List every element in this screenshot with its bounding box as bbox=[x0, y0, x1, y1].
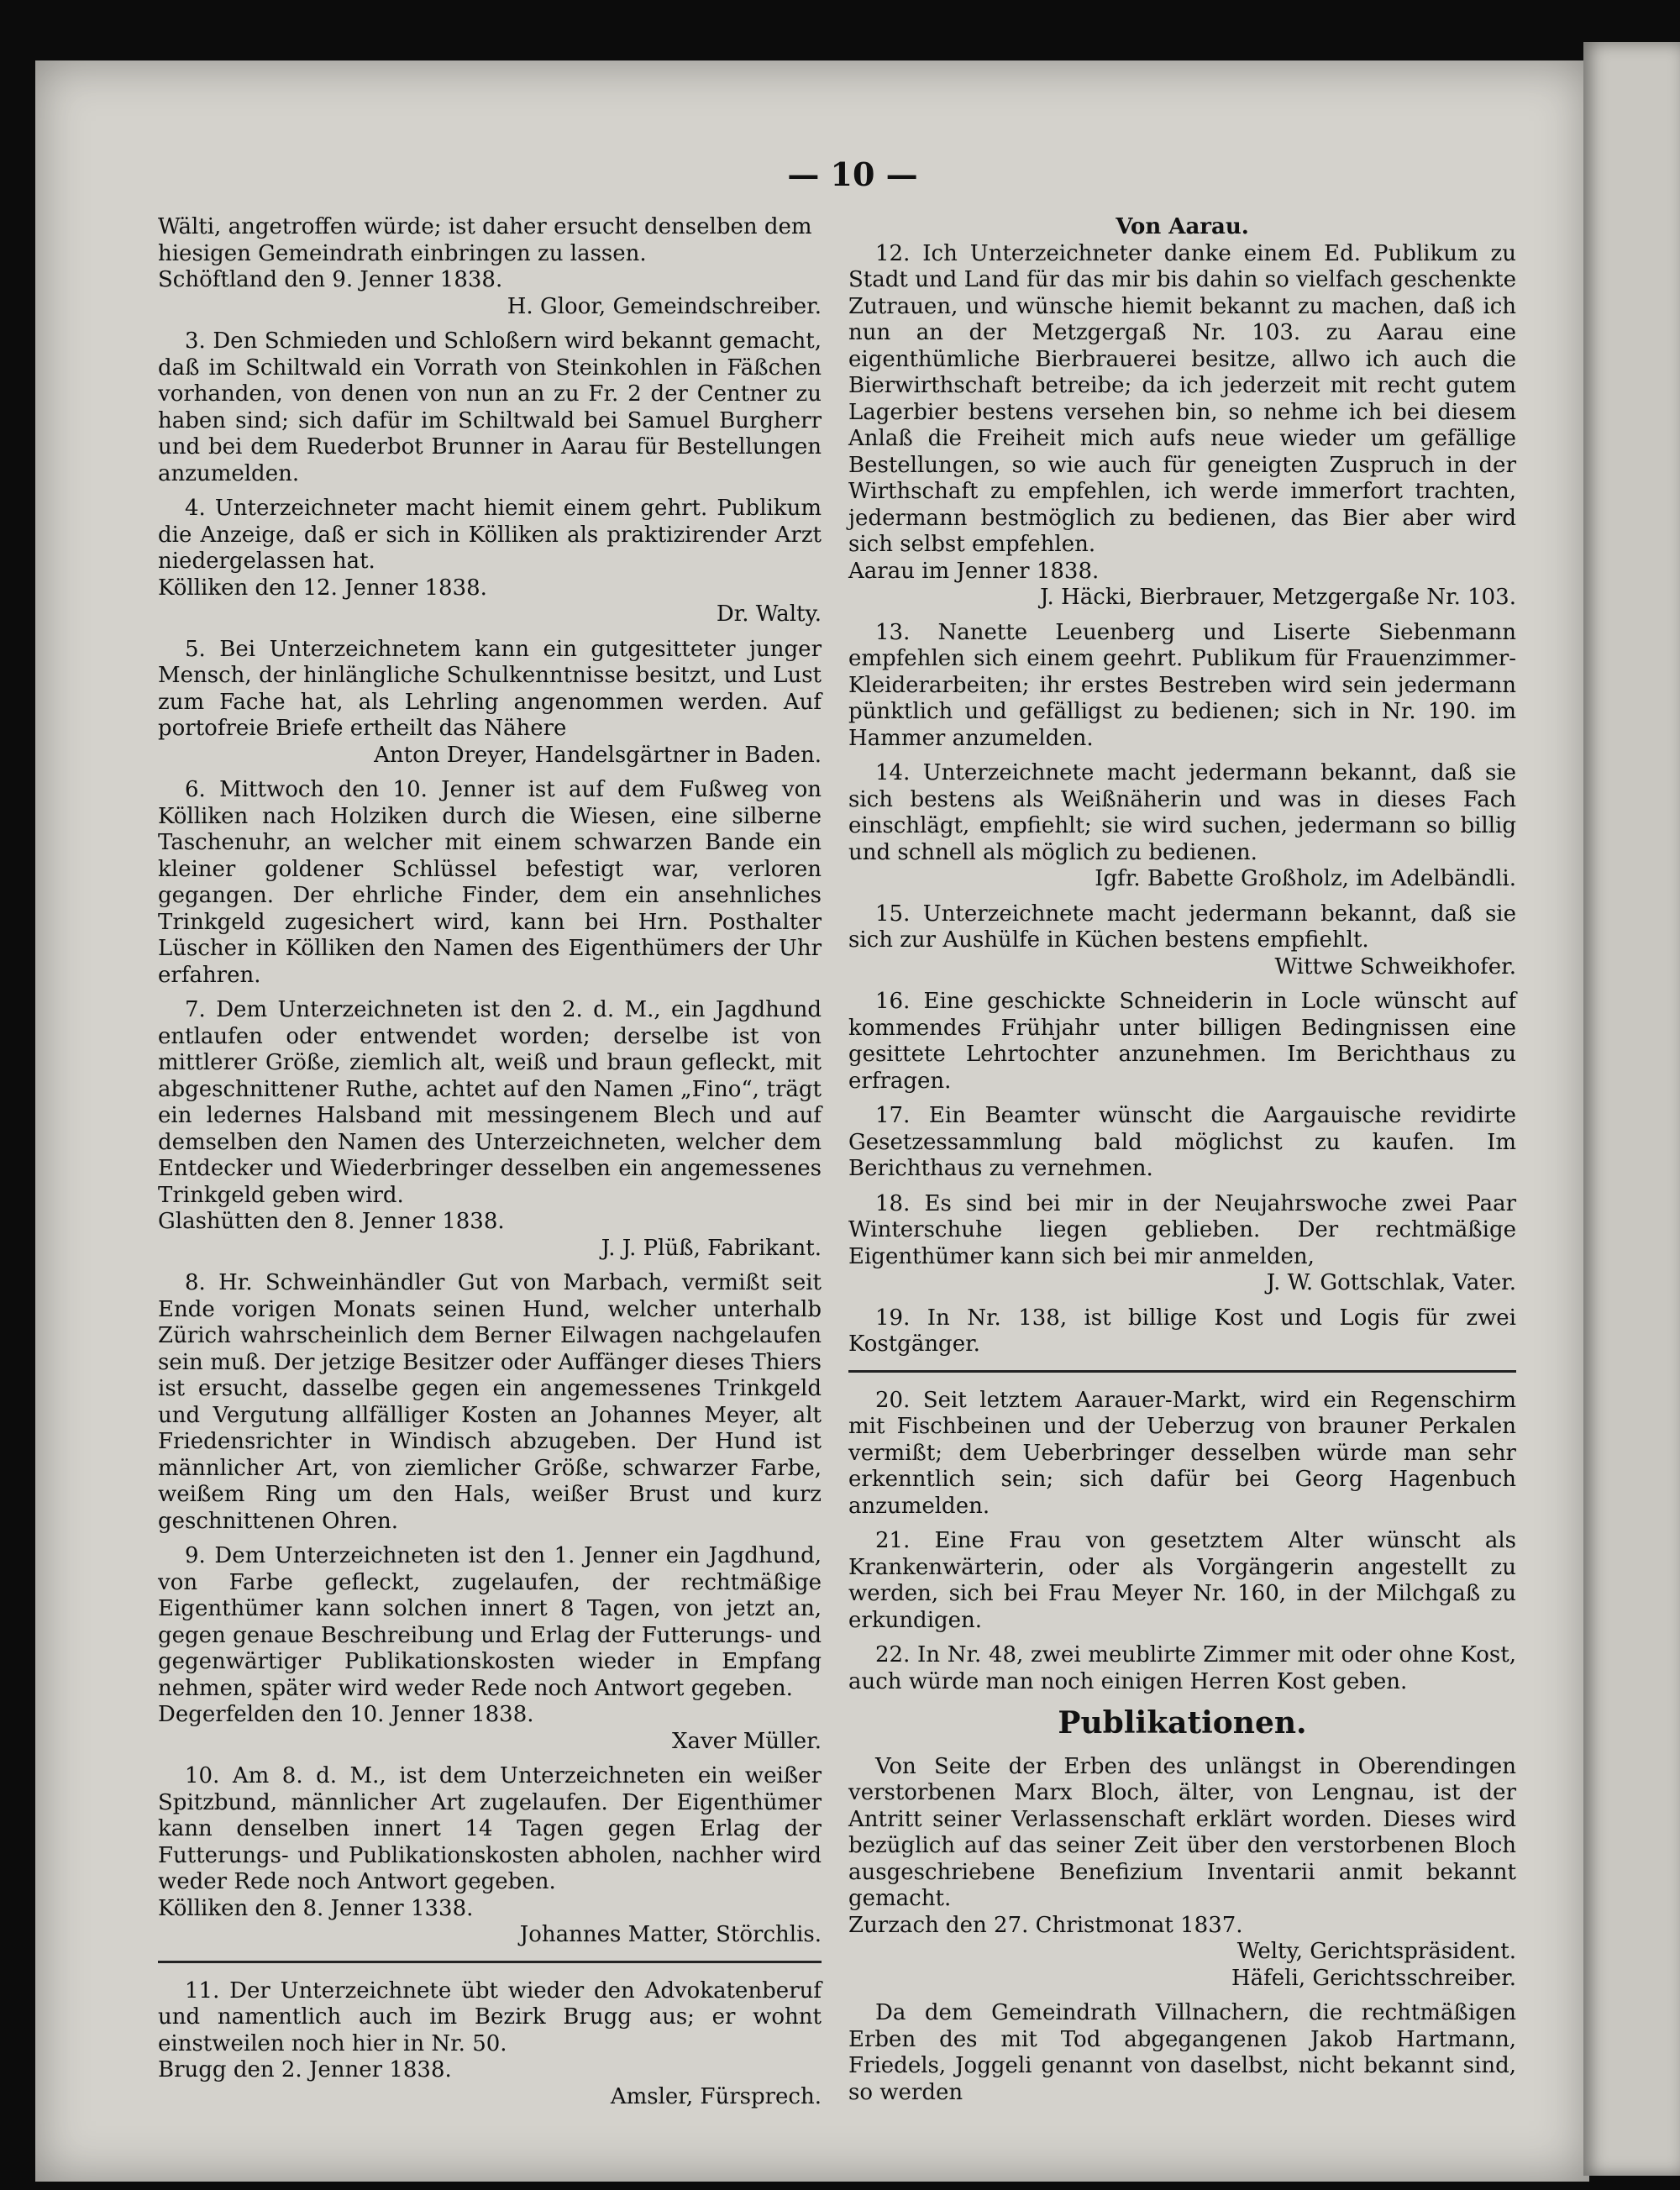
text-line: Wälti, angetroffen würde; ist daher ersucht denselben dem bbox=[158, 214, 812, 239]
signature: J. J. Plüß, Fabrikant. bbox=[601, 1235, 822, 1261]
signature: Igfr. Babette Großholz, im Adelbändli. bbox=[1095, 866, 1516, 891]
notice-20 bbox=[848, 1388, 1516, 1520]
notice-text: 10. Am 8. d. M., ist dem Unterzeichneten ein weißer Spitzbund, männlicher Art zugelaufen. Der Eigenthümer kann denselben innert 14 Tagen gegen Erlag der Futterungs- und Publikationskosten abholen, nachher wird weder Rede noch Antwort gegeben. bbox=[158, 1763, 822, 1894]
notice-8 bbox=[158, 1270, 822, 1535]
notice-text: 13. Nanette Leuenberg und Liserte Siebenmann empfehlen sich einem geehrt. Publikum für Frauenzimmer-Kleiderarbeiten; ihr erstes Bestreben wird sein jedermann pünktlich und gefälligst zu bedienen; sich in Nr. 190. im Hammer anzumelden. bbox=[848, 619, 1516, 751]
notice-text: 22. In Nr. 48, zwei meublirte Zimmer mit oder ohne Kost, auch würde man noch einigen Herren Kost geben. bbox=[848, 1642, 1516, 1694]
notice-text: 12. Ich Unterzeichneter danke einem Ed. Publikum zu Stadt und Land für das mir bis dahin so vielfach geschenkte Zutrauen, und wünsche hiemit bekannt zu machen, daß ich nun an der Metzgergaß Nr. 103. zu Aarau eine eigenthümliche Bierbrauerei besitze, allwo ich auch die Bierwirthschaft betreibe; da ich jederzeit mit recht gutem Lagerbier bestens versehen bin, so nehme ich bei diesem Anlaß die Freiheit mich aufs neue wieder um gefällige Bestellungen, so wie auch für geneigten Zuspruch in der Wirthschaft zu empfehlen, ich werde immerfort trachten, jedermann bestmöglich zu bedienen, das Bier aber wird sich selbst empfehlen. bbox=[848, 240, 1516, 557]
place-date: Glashütten den 8. Jenner 1838. bbox=[158, 1209, 505, 1234]
notice-17 bbox=[848, 1103, 1516, 1183]
notice-text: 14. Unterzeichnete macht jedermann bekannt, daß sie sich bestens als Weißnäherin und was in dieses Fach einschlägt, empfiehlt; sie wird suchen, jedermann so billig und schnell als möglich zu bedienen. bbox=[848, 760, 1516, 865]
notice-15 bbox=[848, 901, 1516, 981]
signature: Wittwe Schweikhofer. bbox=[1274, 953, 1516, 979]
place-date: Aarau im Jenner 1838. bbox=[848, 558, 1100, 584]
section-heading: Von Aarau. bbox=[1116, 214, 1249, 239]
left-column bbox=[158, 214, 822, 2119]
place-date: Zurzach den 27. Christmonat 1837. bbox=[848, 1912, 1243, 1938]
notice-3 bbox=[158, 328, 822, 487]
notice-text: 18. Es sind bei mir in der Neujahrswoche zwei Paar Winterschuhe liegen geblieben. Der rechtmäßige Eigenthümer kann sich bei mir anmelden, bbox=[848, 1190, 1516, 1269]
notice-text: 7. Dem Unterzeichneten ist den 2. d. M., ein Jagdhund entlaufen oder entwendet worden; derselbe ist von mittlerer Größe, ziemlich alt, weiß und braun gefleckt, mit abgeschnittener Ruthe, achtet auf den Namen „Fino“, trägt ein ledernes Halsband mit messingenem Blech und auf demselben den Namen des Unterzeichneten, welcher dem Entdecker und Wiederbringer desselben ein angemessenes Trinkgeld geben wird. bbox=[158, 997, 822, 1208]
text-line: hiesigen Gemeindrath einbringen zu lassen. bbox=[158, 240, 647, 266]
notice-continued bbox=[158, 214, 822, 320]
notice-6 bbox=[158, 777, 822, 989]
next-page-edge bbox=[1583, 42, 1680, 2176]
notice-text: 9. Dem Unterzeichneten ist den 1. Jenner ein Jagdhund, von Farbe gefleckt, zugelaufen, der rechtmäßige Eigenthümer kann solchen innert 8 Tagen, von jetzt an, gegen genaue Beschreibung und Erlag der Futterungs- und gegenwärtiger Publikationskosten wieder in Empfang nehmen, später wird weder Rede noch Antwort gegeben. bbox=[158, 1543, 822, 1701]
notice-text: 11. Der Unterzeichnete übt wieder den Advokatenberuf und namentlich auch im Bezirk Brugg aus; er wohnt einstweilen noch hier in Nr. 50. bbox=[158, 1977, 822, 2056]
notice-22 bbox=[848, 1642, 1516, 1695]
publication-1 bbox=[848, 1754, 1516, 1993]
notice-21 bbox=[848, 1528, 1516, 1634]
notice-5 bbox=[158, 637, 822, 769]
notice-18 bbox=[848, 1191, 1516, 1297]
notice-text: 6. Mittwoch den 10. Jenner ist auf dem Fußweg von Kölliken nach Holziken durch die Wiesen, eine silberne Taschenuhr, an welcher mit einem schwarzen Bande ein kleiner goldener Schlüssel befestigt war, verloren gegangen. Der ehrliche Finder, dem ein ansehnliches Trinkgeld zugesichert wird, kann bei Hrn. Posthalter Lüscher in Kölliken den Namen des Eigenthümers der Uhr erfahren. bbox=[158, 777, 822, 988]
divider-rule bbox=[848, 1370, 1516, 1373]
notice-text: Da dem Gemeindrath Villnachern, die rechtmäßigen Erben des mit Tod abgegangenen Jakob Hartmann, Friedels, Joggeli genannt von daselbst, nicht bekannt sind, so werden bbox=[848, 2000, 1516, 2105]
signature: Xaver Müller. bbox=[671, 1728, 822, 1754]
place-date: Degerfelden den 10. Jenner 1838. bbox=[158, 1702, 534, 1727]
signature: Amsler, Fürsprech. bbox=[610, 2083, 822, 2109]
place-date: Brugg den 2. Jenner 1838. bbox=[158, 2057, 452, 2082]
signature: H. Gloor, Gemeindschreiber. bbox=[507, 293, 822, 319]
notice-11 bbox=[158, 1978, 822, 2111]
notice-text: 20. Seit letztem Aarauer-Markt, wird ein Regenschirm mit Fischbeinen und der Ueberzug von brauner Perkalen vermißt; dem Ueberbringer desselben würde man sehr erkenntlich sein; sich dafür bei Georg Hagenbuch anzumelden. bbox=[848, 1387, 1516, 1519]
publication-2 bbox=[848, 2000, 1516, 2106]
notice-text: 15. Unterzeichnete macht jedermann bekannt, daß sie sich zur Aushülfe in Küchen bestens empfiehlt. bbox=[848, 901, 1516, 953]
notice-12 bbox=[848, 241, 1516, 612]
signature: Anton Dreyer, Handelsgärtner in Baden. bbox=[374, 742, 822, 768]
place-date: Schöftland den 9. Jenner 1838. bbox=[158, 267, 503, 292]
notice-text: Von Seite der Erben des unlängst in Oberendingen verstorbenen Marx Bloch, älter, von Lengnau, ist der Antritt seiner Verlassenschaft erklärt worden. Dieses wird bezüglich auf das seiner Zeit über den verstorbenen Bloch ausgeschriebene Benefizium Inventarii anmit bekannt gemacht. bbox=[848, 1753, 1516, 1911]
notice-4 bbox=[158, 496, 822, 628]
notice-10 bbox=[158, 1763, 822, 1949]
notice-text: 4. Unterzeichneter macht hiemit einem gehrt. Publikum die Anzeige, daß er sich in Kölliken als praktizirender Arzt niedergelassen hat. bbox=[158, 496, 822, 574]
notice-16 bbox=[848, 989, 1516, 1095]
notice-19 bbox=[848, 1305, 1516, 1358]
notice-text: 21. Eine Frau von gesetztem Alter wünscht als Krankenwärterin, oder als Vorgängerin angestellt zu werden, sich bei Frau Meyer Nr. 160, in der Milchgaß zu erkundigen. bbox=[848, 1528, 1516, 1633]
signature: Dr. Walty. bbox=[716, 601, 822, 627]
notice-text: 3. Den Schmieden und Schloßern wird bekannt gemacht, daß im Schiltwald ein Vorrath von Steinkohlen in Fäßchen vorhanden, von denen von nun an zu Fr. 2 der Centner zu haben sind; sich dafür im Schiltwald bei Samuel Burgherr und bei dem Ruederbot Brunner in Aarau für Bestellungen anzumelden. bbox=[158, 328, 822, 486]
notice-13 bbox=[848, 620, 1516, 753]
signature: J. W. Gottschlak, Vater. bbox=[1266, 1270, 1516, 1295]
right-column bbox=[848, 214, 1516, 2114]
publications-title: Publikationen. bbox=[1058, 1705, 1307, 1741]
place-date: Kölliken den 12. Jenner 1838. bbox=[158, 575, 487, 601]
page-number: — 10 — bbox=[787, 155, 918, 193]
signature: Johannes Matter, Störchlis. bbox=[519, 1922, 822, 1947]
notice-text: 8. Hr. Schweinhändler Gut von Marbach, vermißt seit Ende vorigen Monats seinen Hund, welcher unterhalb Zürich wahrscheinlich dem Berner Eilwagen nachgelaufen sein muß. Der jetzige Besitzer oder Auffänger dieses Thiers ist ersucht, dasselbe gegen ein angemessenes Trinkgeld und Vergutung allfälliger Kosten an Johannes Meyer, alt Friedensrichter in Windisch abzugeben. Der Hund ist männlicher Art, von ziemlicher Größe, schwarzer Farbe, weißem Ring um den Hals, weißer Brust und kurz geschnittenen Ohren. bbox=[158, 1270, 822, 1534]
signature: Welty, Gerichtspräsident. bbox=[1236, 1939, 1516, 1964]
notice-text: 5. Bei Unterzeichnetem kann ein gutgesitteter junger Mensch, der hinlängliche Schulkenntnisse besitzt, und Lust zum Fache hat, als Lehrling angenommen werden. Auf portofreie Briefe ertheilt das Nähere bbox=[158, 636, 822, 741]
notice-text: 19. In Nr. 138, ist billige Kost und Logis für zwei Kostgänger. bbox=[848, 1305, 1516, 1357]
notice-text: 17. Ein Beamter wünscht die Aargauische revidirte Gesetzessammlung bald möglichst zu kaufen. Im Berichthaus zu vernehmen. bbox=[848, 1103, 1516, 1181]
signature: J. Häcki, Bierbrauer, Metzgergaße Nr. 103. bbox=[1040, 585, 1516, 610]
notice-9 bbox=[158, 1543, 822, 1755]
place-date: Kölliken den 8. Jenner 1338. bbox=[158, 1895, 474, 1921]
notice-text: 16. Eine geschickte Schneiderin in Locle wünscht auf kommendes Frühjahr unter billigen Bedingnissen eine gesittete Lehrtochter anzunehmen. Im Berichthaus zu erfragen. bbox=[848, 989, 1516, 1094]
notice-7 bbox=[158, 997, 822, 1262]
divider-rule bbox=[158, 1961, 822, 1963]
signature: Häfeli, Gerichtsschreiber. bbox=[1231, 1965, 1516, 1991]
notice-14 bbox=[848, 760, 1516, 893]
